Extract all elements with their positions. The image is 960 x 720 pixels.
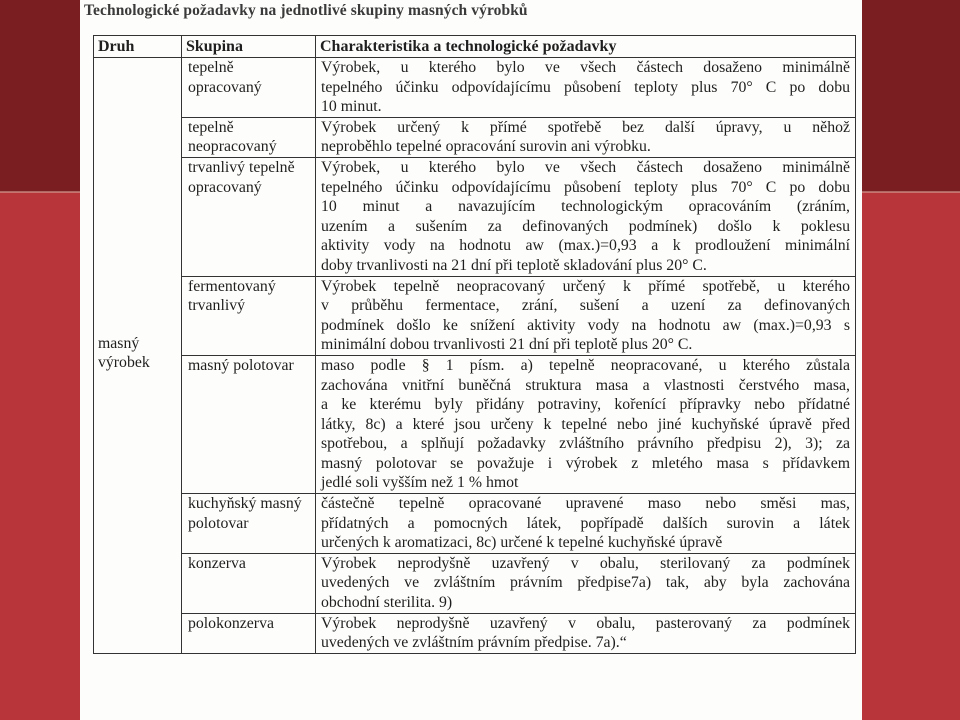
requirements-table xyxy=(93,35,856,654)
table-row xyxy=(94,613,856,653)
table-row xyxy=(94,553,856,613)
description-line: Výrobek, u kterého bylo ve všech částech dosaženo minimálně xyxy=(321,158,850,176)
description-line: spotřebou, a splňují požadavky zvláštního právního předpisu 2), 3); za xyxy=(321,435,850,453)
group-cell: fermentovaný trvanlivý xyxy=(182,276,316,355)
description-line: tepelného účinku odpovídajícímu působení teploty plus 70° C po dobu xyxy=(321,78,850,96)
description-cell xyxy=(316,613,856,653)
description-cell xyxy=(316,58,856,118)
table-row xyxy=(94,157,856,276)
header-skupina: Skupina xyxy=(182,36,316,58)
header-druh: Druh xyxy=(94,36,182,58)
description-line: podmínek došlo ke snížení aktivity vody na hodnotu aw (max.)=0,93 s xyxy=(321,316,850,334)
description-line: přídatných a pomocných látek, popřípadě dalších surovin a látek xyxy=(321,514,850,532)
description-line: minimální dobou trvanlivosti 21 dní při teplotě plus 20° C. xyxy=(321,336,693,354)
description-cell xyxy=(316,355,856,493)
description-line: zachována vnitřní buněčná struktura masa a vlastnosti čerstvého masa, xyxy=(321,376,850,394)
document-title: Technologické požadavky na jednotlivé skupiny masných výrobků xyxy=(84,2,528,19)
table-header-row xyxy=(94,36,856,58)
description-cell xyxy=(316,276,856,355)
group-cell: kuchyňský masný polotovar xyxy=(182,494,316,554)
description-line: Výrobek určený k přímé spotřebě bez další úpravy, u něhož xyxy=(321,118,850,136)
group-cell: masný polotovar xyxy=(182,355,316,493)
description-line: částečně tepelně opracované upravené maso nebo směsi mas, xyxy=(321,495,850,513)
group-cell: trvanlivý tepelně opracovaný xyxy=(182,157,316,276)
description-line: Výrobek, u kterého bylo ve všech částech dosaženo minimálně xyxy=(321,59,850,76)
scanned-document xyxy=(80,0,862,720)
description-line: doby trvanlivosti na 21 dní při teplotě skladování plus 20° C. xyxy=(321,256,707,274)
table-row xyxy=(94,276,856,355)
description-line: obchodní sterilita. 9) xyxy=(321,594,453,612)
description-line: masný polotovar se považuje i výrobek z mletého masa s přídavkem xyxy=(321,454,850,472)
group-cell: polokonzerva xyxy=(182,613,316,653)
table-row xyxy=(94,355,856,493)
druh-label: masný výrobek xyxy=(98,334,150,372)
description-line: látky, 8c) a které jsou určeny k tepelné nebo jiné kuchyňské úpravě před xyxy=(321,415,850,433)
description-line: uzením a sušením za definovaných podmínek) došlo k poklesu xyxy=(321,217,850,235)
description-cell xyxy=(316,494,856,554)
description-line: jedlé soli vyšším než 1 % hmot xyxy=(321,474,519,492)
table-row xyxy=(94,58,856,118)
description-line: a ke kterému byly přidány potraviny, kořenící přípravky nebo přídatné xyxy=(321,396,850,414)
description-line: tepelného účinku odpovídajícímu působení teploty plus 70° C po dobu xyxy=(321,178,850,196)
table-row xyxy=(94,117,856,157)
description-line: uvedených ve zvláštním právním předpise7a) tak, aby byla zachována xyxy=(321,574,850,592)
description-line: neproběhlo tepelné opracování surovin ani výrobku. xyxy=(321,138,651,156)
description-line: maso podle § 1 písm. a) tepelně neopracované, u kterého zůstala xyxy=(321,356,850,374)
header-charakteristika: Charakteristika a technologické požadavky xyxy=(316,36,856,58)
description-line: aktivity vody na hodnotu aw (max.)=0,93 a k prodloužení minimální xyxy=(321,237,850,255)
description-cell xyxy=(316,157,856,276)
description-cell xyxy=(316,117,856,157)
description-line: 10 minut. xyxy=(321,98,382,116)
description-line: určených k aromatizaci, 8c) určené k tepelné kuchyňské úpravě xyxy=(321,534,723,552)
table-row xyxy=(94,494,856,554)
group-cell: tepelně neopracovaný xyxy=(182,117,316,157)
description-line: 10 minut a navazujícím technologickým opracováním (zráním, xyxy=(321,198,850,216)
description-cell xyxy=(316,553,856,613)
description-line: v průběhu fermentace, zrání, sušení a uzení za definovaných xyxy=(321,297,850,315)
description-line: Výrobek tepelně neopracovaný určený k přímé spotřebě, u kterého xyxy=(321,277,850,295)
description-line: Výrobek neprodyšně uzavřený v obalu, sterilovaný za podmínek xyxy=(321,554,850,572)
group-cell: konzerva xyxy=(182,553,316,613)
group-cell: tepelně opracovaný xyxy=(182,58,316,118)
table-body xyxy=(94,58,856,654)
druh-cell xyxy=(94,58,182,654)
description-line: Výrobek neprodyšně uzavřený v obalu, pasterovaný za podmínek xyxy=(321,614,850,632)
description-line: uvedených ve zvláštním právním předpise. 7a).“ xyxy=(321,634,627,652)
